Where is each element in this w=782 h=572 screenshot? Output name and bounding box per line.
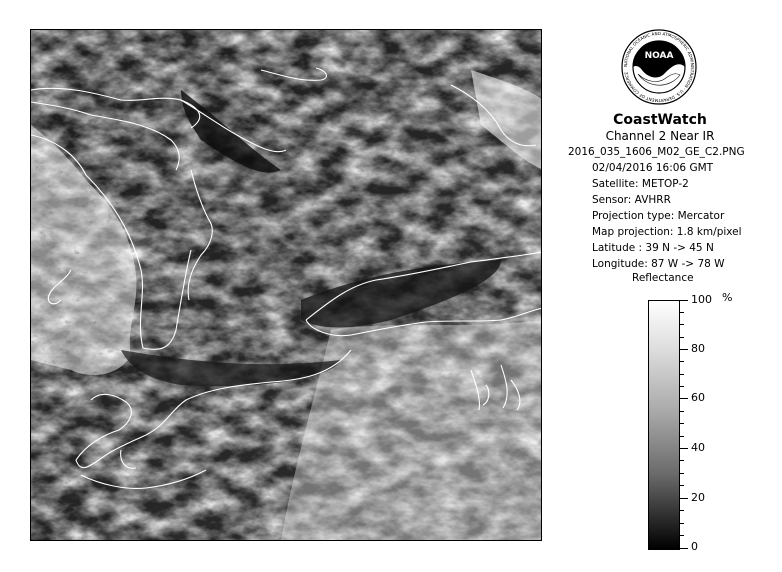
colorbar-minor-tick — [680, 460, 684, 461]
projection-type-label: Projection type: Mercator — [592, 210, 725, 222]
colorbar-minor-tick — [680, 523, 684, 524]
colorbar-tick — [680, 349, 688, 350]
colorbar-tick — [680, 548, 688, 549]
colorbar-label-100: 100 — [691, 293, 712, 306]
colorbar-label-80: 80 — [691, 342, 705, 355]
app-title: CoastWatch — [613, 112, 707, 128]
colorbar-label-40: 40 — [691, 441, 705, 454]
colorbar-minor-tick — [680, 312, 684, 313]
colorbar-label-60: 60 — [691, 391, 705, 404]
map-projection-label: Map projection: 1.8 km/pixel — [592, 226, 742, 238]
colorbar-minor-tick — [680, 411, 684, 412]
map-canvas — [31, 30, 542, 541]
datetime-label: 02/04/2016 16:06 GMT — [592, 162, 714, 174]
colorbar-minor-tick — [680, 485, 684, 486]
filename-label: 2016_035_1606_M02_GE_C2.PNG — [568, 146, 745, 158]
colorbar-minor-tick — [680, 337, 684, 338]
colorbar-tick — [680, 300, 688, 301]
satellite-label: Satellite: METOP-2 — [592, 178, 689, 190]
legend-unit: % — [722, 291, 733, 304]
longitude-label: Longitude: 87 W -> 78 W — [592, 258, 725, 270]
reflectance-colorbar — [648, 300, 680, 550]
colorbar-minor-tick — [680, 386, 684, 387]
colorbar-minor-tick — [680, 324, 684, 325]
colorbar-minor-tick — [680, 423, 684, 424]
colorbar-label-20: 20 — [691, 491, 705, 504]
colorbar-tick — [680, 398, 688, 399]
noaa-logo — [620, 28, 698, 106]
satellite-image — [30, 29, 542, 541]
colorbar-minor-tick — [680, 535, 684, 536]
colorbar-minor-tick — [680, 374, 684, 375]
colorbar-label-0: 0 — [691, 540, 698, 553]
legend-title: Reflectance — [632, 272, 694, 284]
latitude-label: Latitude : 39 N -> 45 N — [592, 242, 714, 254]
colorbar-minor-tick — [680, 473, 684, 474]
colorbar-minor-tick — [680, 436, 684, 437]
noaa-logo-ring-text: NATIONAL OCEANIC AND ATMOSPHERIC ADMINISTRATION · U.S. DEPARTMENT OF COMMERCE — [622, 30, 696, 104]
noaa-logo-text: NOAA — [644, 51, 674, 61]
sensor-label: Sensor: AVHRR — [592, 194, 671, 206]
colorbar-tick — [680, 448, 688, 449]
channel-subtitle: Channel 2 Near IR — [605, 129, 715, 143]
colorbar-minor-tick — [680, 361, 684, 362]
colorbar-tick — [680, 498, 688, 499]
colorbar-minor-tick — [680, 510, 684, 511]
